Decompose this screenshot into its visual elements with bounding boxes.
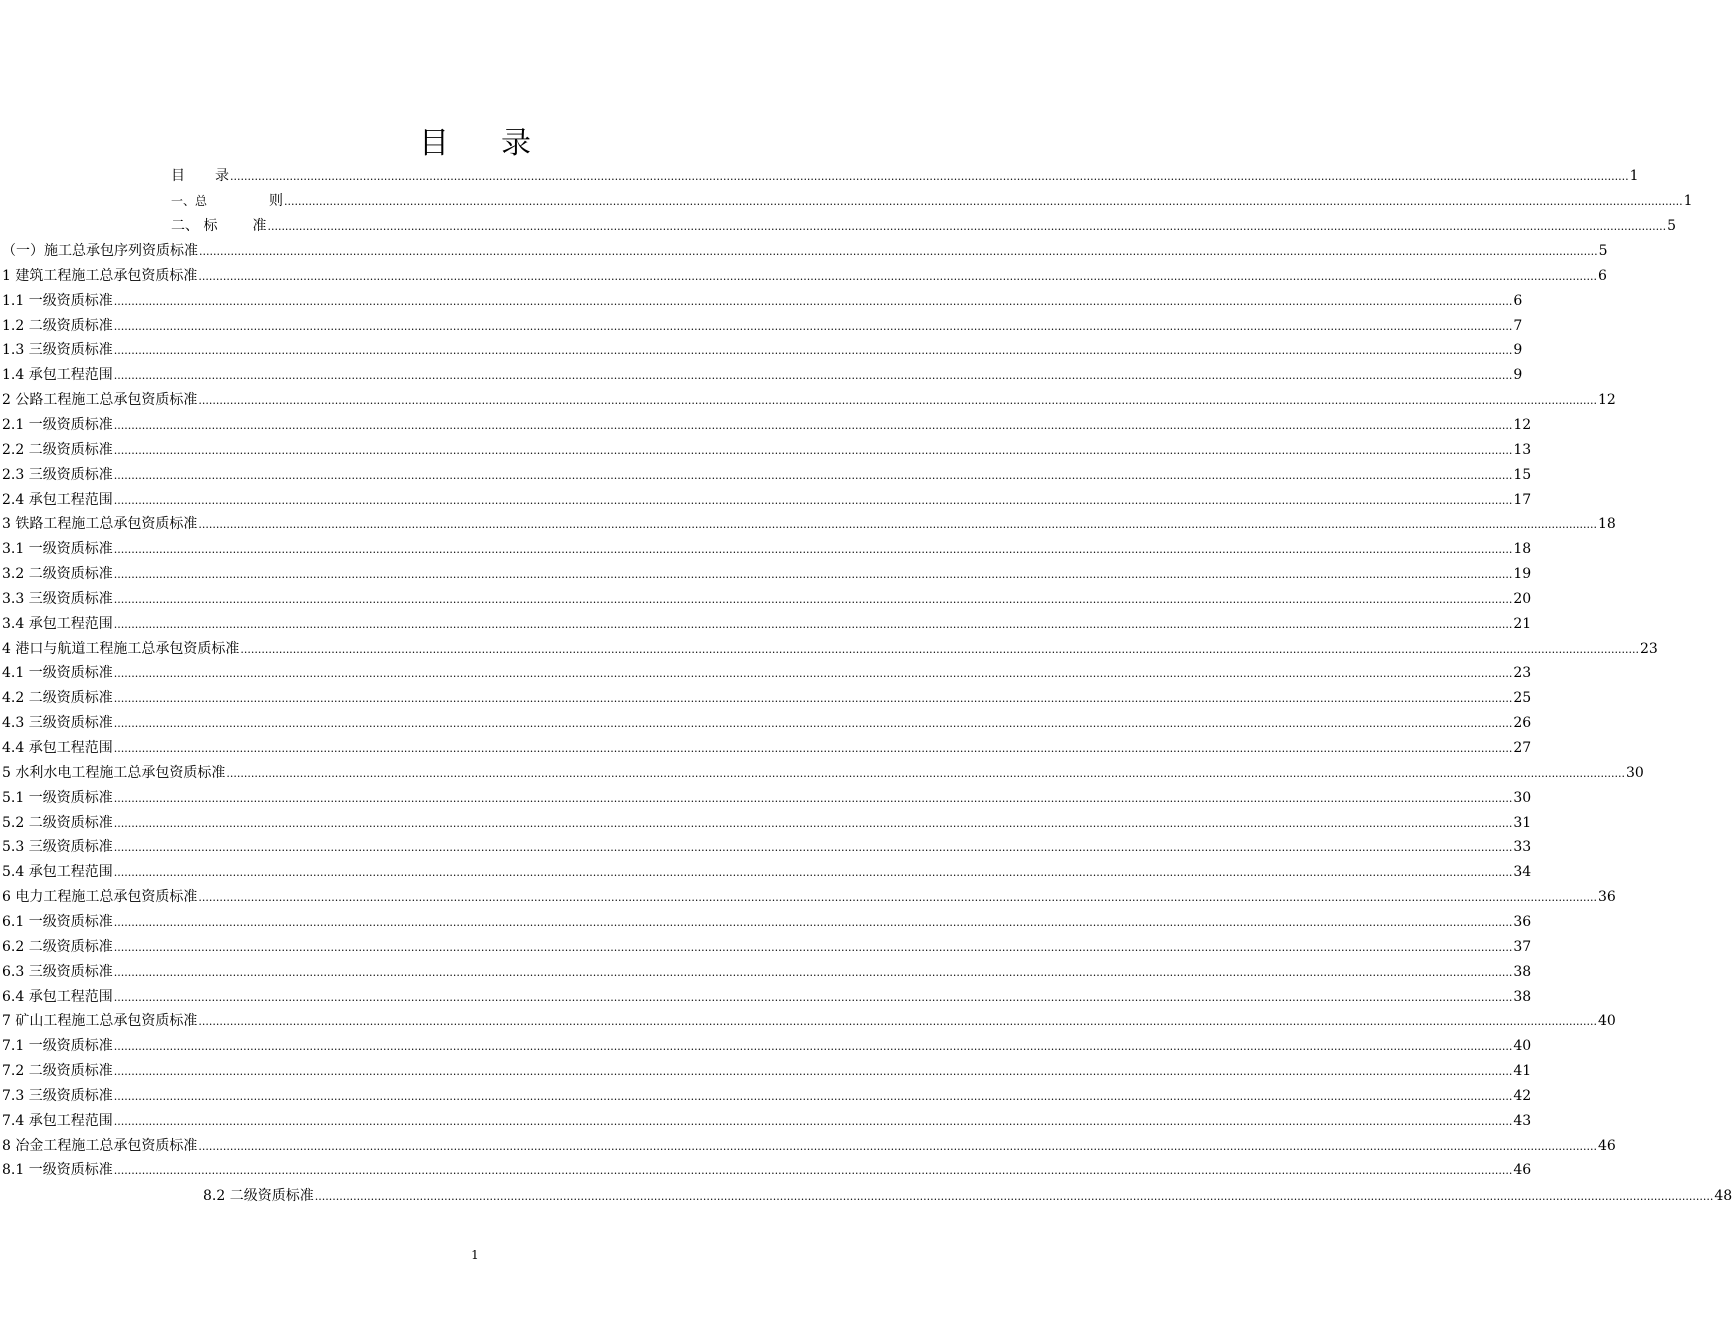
toc-label-part: 6.3 三级资质标准 bbox=[2, 964, 113, 980]
toc-label-part: 二、 标 bbox=[171, 218, 218, 234]
toc-label-part: 6.2 二级资质标准 bbox=[2, 939, 113, 955]
toc-subsection-entry[interactable] bbox=[2, 1107, 1532, 1129]
toc-entry-label bbox=[2, 914, 113, 930]
toc-entry-label bbox=[2, 492, 113, 508]
toc-leader-dots: ................................................................................................................................................................................................................................................................................................................................................................................................................ bbox=[113, 543, 1513, 556]
title-part-1: 目 bbox=[419, 126, 449, 161]
toc-leader-dots: ................................................................................................................................................................................................................................................................................................................................................................................................................ bbox=[198, 518, 1597, 531]
toc-label-part: 3.4 承包工程范围 bbox=[2, 616, 113, 632]
toc-leader-dots: ................................................................................................................................................................................................................................................................................................................................................................................................................ bbox=[113, 717, 1513, 730]
toc-label-part: 1 建筑工程施工总承包资质标准 bbox=[2, 268, 198, 284]
toc-label-part: 6.4 承包工程范围 bbox=[2, 989, 113, 1005]
toc-subsection-entry[interactable] bbox=[2, 287, 1523, 309]
toc-entry-page-number: 30 bbox=[1513, 790, 1532, 806]
toc-entry-page-number: 12 bbox=[1513, 417, 1532, 433]
toc-leader-dots: ................................................................................................................................................................................................................................................................................................................................................................................................................ bbox=[113, 916, 1513, 929]
toc-section-entry[interactable] bbox=[2, 883, 1616, 905]
page-title bbox=[0, 118, 950, 162]
toc-subsection-entry[interactable] bbox=[2, 1057, 1532, 1079]
toc-leader-dots: ................................................................................................................................................................................................................................................................................................................................................................................................................ bbox=[113, 742, 1513, 755]
toc-subsection-entry[interactable] bbox=[2, 908, 1532, 930]
toc-leader-dots: ................................................................................................................................................................................................................................................................................................................................................................................................................ bbox=[113, 369, 1513, 382]
toc-header-entry[interactable] bbox=[171, 212, 1677, 234]
toc-label-part: 3.3 三级资质标准 bbox=[2, 591, 113, 607]
toc-entry-page-number: 46 bbox=[1513, 1162, 1532, 1178]
toc-entry-label bbox=[2, 268, 197, 284]
toc-label-part: 2.4 承包工程范围 bbox=[2, 492, 113, 508]
toc-entry-label bbox=[2, 690, 113, 706]
toc-entry-label bbox=[2, 740, 113, 756]
toc-leader-dots: ................................................................................................................................................................................................................................................................................................................................................................................................................ bbox=[113, 568, 1513, 581]
toc-label-part: 6 电力工程施工总承包资质标准 bbox=[2, 889, 198, 905]
toc-section-entry[interactable] bbox=[2, 635, 1658, 657]
toc-entry-label bbox=[2, 541, 113, 557]
toc-entry-page-number: 30 bbox=[1626, 765, 1644, 781]
toc-entry-label bbox=[203, 1188, 314, 1204]
toc-leader-dots: ................................................................................................................................................................................................................................................................................................................................................................................................................ bbox=[198, 891, 1597, 904]
toc-subsection-entry[interactable] bbox=[2, 659, 1532, 681]
toc-leader-dots: ................................................................................................................................................................................................................................................................................................................................................................................................................ bbox=[284, 195, 1683, 208]
toc-entry-label bbox=[2, 765, 225, 781]
toc-leader-dots: ................................................................................................................................................................................................................................................................................................................................................................................................................ bbox=[314, 1190, 1714, 1203]
toc-subsection-entry[interactable] bbox=[2, 535, 1532, 557]
toc-entry-label bbox=[2, 243, 198, 259]
toc-subsection-entry[interactable] bbox=[2, 560, 1532, 582]
toc-entry-page-number: 17 bbox=[1513, 492, 1532, 508]
toc-entry-label bbox=[2, 566, 113, 582]
toc-entry-label bbox=[2, 790, 113, 806]
toc-subsection-entry[interactable] bbox=[2, 933, 1532, 955]
toc-entry-label bbox=[2, 367, 113, 383]
toc-entry-page-number: 9 bbox=[1513, 367, 1523, 383]
toc-leader-dots: ................................................................................................................................................................................................................................................................................................................................................................................................................ bbox=[113, 469, 1513, 482]
toc-subsection-entry[interactable] bbox=[2, 461, 1532, 483]
toc-label-part: 5.1 一级资质标准 bbox=[2, 790, 113, 806]
toc-entry-label bbox=[2, 641, 239, 657]
toc-header-entry[interactable] bbox=[171, 162, 1639, 184]
toc-label-part: 4.4 承包工程范围 bbox=[2, 740, 113, 756]
toc-entry-label bbox=[2, 417, 113, 433]
toc-entry-label bbox=[2, 1063, 113, 1079]
toc-entry-page-number: 40 bbox=[1513, 1038, 1532, 1054]
toc-leader-dots: ................................................................................................................................................................................................................................................................................................................................................................................................................ bbox=[198, 270, 1597, 283]
toc-leader-dots: ................................................................................................................................................................................................................................................................................................................................................................................................................ bbox=[113, 1115, 1513, 1128]
toc-subsection-entry[interactable] bbox=[2, 1156, 1532, 1178]
toc-label-part: 3.2 二级资质标准 bbox=[2, 566, 113, 582]
toc-section-entry[interactable] bbox=[2, 1132, 1616, 1154]
toc-section-entry[interactable] bbox=[2, 262, 1607, 284]
toc-entry-page-number: 38 bbox=[1513, 989, 1532, 1005]
toc-section-entry[interactable] bbox=[2, 759, 1644, 781]
toc-label-part: 一、总 bbox=[171, 194, 208, 208]
toc-leader-dots: ................................................................................................................................................................................................................................................................................................................................................................................................................ bbox=[113, 618, 1513, 631]
toc-label-part: 1.4 承包工程范围 bbox=[2, 367, 113, 383]
toc-label-part: 3 铁路工程施工总承包资质标准 bbox=[2, 516, 198, 532]
toc-section-entry[interactable] bbox=[2, 510, 1616, 532]
toc-leader-dots: ................................................................................................................................................................................................................................................................................................................................................................................................................ bbox=[113, 1040, 1513, 1053]
toc-label-part: 2.2 二级资质标准 bbox=[2, 442, 113, 458]
toc-entry-page-number: 36 bbox=[1598, 889, 1616, 905]
toc-entry-label bbox=[2, 815, 113, 831]
toc-entry-page-number: 46 bbox=[1598, 1138, 1616, 1154]
toc-entry-page-number: 41 bbox=[1513, 1063, 1532, 1079]
toc-subsection-entry[interactable] bbox=[2, 858, 1532, 880]
toc-leader-dots: ................................................................................................................................................................................................................................................................................................................................................................................................................ bbox=[113, 792, 1513, 805]
toc-leader-dots: ................................................................................................................................................................................................................................................................................................................................................................................................................ bbox=[198, 1015, 1597, 1028]
toc-label-part: 1.3 三级资质标准 bbox=[2, 342, 113, 358]
toc-subsection-entry[interactable] bbox=[2, 684, 1532, 706]
toc-entry-page-number: 31 bbox=[1513, 815, 1532, 831]
toc-entry-label bbox=[2, 939, 113, 955]
toc-subsection-entry[interactable] bbox=[2, 809, 1532, 831]
toc-label-part: 7.4 承包工程范围 bbox=[2, 1113, 113, 1129]
toc-leader-dots: ................................................................................................................................................................................................................................................................................................................................................................................................................ bbox=[113, 841, 1513, 854]
toc-label-part: 8.1 一级资质标准 bbox=[2, 1162, 113, 1178]
toc-entry-page-number: 18 bbox=[1513, 541, 1532, 557]
toc-subsection-entry[interactable] bbox=[2, 958, 1532, 980]
toc-entry-page-number: 48 bbox=[1714, 1188, 1732, 1204]
toc-leader-dots: ................................................................................................................................................................................................................................................................................................................................................................................................................ bbox=[113, 593, 1513, 606]
toc-label-part: 1.1 一级资质标准 bbox=[2, 293, 113, 309]
toc-leader-dots: ................................................................................................................................................................................................................................................................................................................................................................................................................ bbox=[113, 444, 1513, 457]
toc-leader-dots: ................................................................................................................................................................................................................................................................................................................................................................................................................ bbox=[113, 295, 1513, 308]
toc-label-part: 4 港口与航道工程施工总承包资质标准 bbox=[2, 641, 240, 657]
toc-entry-page-number: 34 bbox=[1513, 864, 1532, 880]
toc-subsection-entry[interactable] bbox=[203, 1182, 1732, 1204]
toc-subsection-entry[interactable] bbox=[2, 411, 1532, 433]
toc-label-part: 4.1 一级资质标准 bbox=[2, 665, 113, 681]
toc-subsection-entry[interactable] bbox=[2, 585, 1532, 607]
toc-entry-label bbox=[2, 616, 113, 632]
toc-entry-label bbox=[2, 1038, 113, 1054]
toc-leader-dots: ................................................................................................................................................................................................................................................................................................................................................................................................................ bbox=[113, 1065, 1513, 1078]
toc-label-part: 7.2 二级资质标准 bbox=[2, 1063, 113, 1079]
toc-entry-page-number: 37 bbox=[1513, 939, 1532, 955]
toc-label-part: 录 bbox=[215, 168, 229, 184]
toc-entry-page-number: 20 bbox=[1513, 591, 1532, 607]
toc-subsection-entry[interactable] bbox=[2, 833, 1532, 855]
toc-entry-label bbox=[2, 665, 113, 681]
toc-entry-label bbox=[171, 218, 266, 234]
toc-leader-dots: ................................................................................................................................................................................................................................................................................................................................................................................................................ bbox=[113, 966, 1513, 979]
toc-label-part: 8 冶金工程施工总承包资质标准 bbox=[2, 1138, 198, 1154]
toc-label-part: 6.1 一级资质标准 bbox=[2, 914, 113, 930]
toc-label-part: 5 水利水电工程施工总承包资质标准 bbox=[2, 765, 226, 781]
toc-leader-dots: ................................................................................................................................................................................................................................................................................................................................................................................................................ bbox=[113, 1090, 1513, 1103]
toc-label-part: 2.3 三级资质标准 bbox=[2, 467, 113, 483]
toc-entry-page-number: 27 bbox=[1513, 740, 1532, 756]
toc-leader-dots: ................................................................................................................................................................................................................................................................................................................................................................................................................ bbox=[113, 991, 1513, 1004]
toc-entry-page-number: 26 bbox=[1513, 715, 1532, 731]
toc-subsection-entry[interactable] bbox=[2, 486, 1532, 508]
toc-entry-page-number: 7 bbox=[1513, 318, 1523, 334]
toc-entry-page-number: 6 bbox=[1598, 268, 1607, 284]
toc-label-part: 4.3 三级资质标准 bbox=[2, 715, 113, 731]
toc-entry-label bbox=[2, 1088, 113, 1104]
toc-entry-page-number: 23 bbox=[1513, 665, 1532, 681]
toc-entry-label bbox=[2, 715, 113, 731]
toc-label-part: 2.1 一级资质标准 bbox=[2, 417, 113, 433]
toc-label-part: 2 公路工程施工总承包资质标准 bbox=[2, 392, 198, 408]
toc-subsection-entry[interactable] bbox=[2, 336, 1523, 358]
toc-entry-label bbox=[2, 392, 197, 408]
toc-entry-label bbox=[2, 342, 113, 358]
title-part-2: 录 bbox=[501, 126, 531, 161]
toc-label-part: 7.1 一级资质标准 bbox=[2, 1038, 113, 1054]
toc-entry-page-number: 1 bbox=[1629, 168, 1639, 184]
toc-leader-dots: ................................................................................................................................................................................................................................................................................................................................................................................................................ bbox=[113, 692, 1513, 705]
toc-subsection-entry[interactable] bbox=[2, 1082, 1532, 1104]
toc-leader-dots: ................................................................................................................................................................................................................................................................................................................................................................................................................ bbox=[113, 1164, 1513, 1177]
toc-entry-page-number: 42 bbox=[1513, 1088, 1532, 1104]
toc-leader-dots: ................................................................................................................................................................................................................................................................................................................................................................................................................ bbox=[199, 245, 1598, 258]
toc-label-part: 准 bbox=[252, 218, 267, 234]
toc-entry-label bbox=[2, 1113, 113, 1129]
toc-entry-label bbox=[2, 467, 113, 483]
toc-entry-page-number: 15 bbox=[1513, 467, 1532, 483]
toc-section-entry[interactable] bbox=[2, 386, 1616, 408]
toc-entry-page-number: 13 bbox=[1513, 442, 1532, 458]
toc-leader-dots: ................................................................................................................................................................................................................................................................................................................................................................................................................ bbox=[113, 941, 1513, 954]
toc-entry-label bbox=[2, 964, 113, 980]
toc-leader-dots: ................................................................................................................................................................................................................................................................................................................................................................................................................ bbox=[113, 494, 1513, 507]
toc-subsection-entry[interactable] bbox=[2, 709, 1532, 731]
toc-subsection-entry[interactable] bbox=[2, 1032, 1532, 1054]
toc-entry-page-number: 33 bbox=[1513, 839, 1532, 855]
toc-leader-dots: ................................................................................................................................................................................................................................................................................................................................................................................................................ bbox=[198, 394, 1597, 407]
toc-entry-label bbox=[2, 1138, 197, 1154]
toc-header-entry[interactable] bbox=[171, 187, 1693, 209]
toc-leader-dots: ................................................................................................................................................................................................................................................................................................................................................................................................................ bbox=[230, 170, 1629, 183]
toc-entry-label bbox=[2, 839, 113, 855]
toc-entry-label bbox=[2, 1013, 197, 1029]
toc-entry-page-number: 9 bbox=[1513, 342, 1523, 358]
toc-subsection-entry[interactable] bbox=[2, 784, 1532, 806]
toc-label-part: 1.2 二级资质标准 bbox=[2, 318, 113, 334]
toc-entry-page-number: 1 bbox=[1683, 193, 1693, 209]
toc-entry-label bbox=[2, 591, 113, 607]
toc-entry-page-number: 5 bbox=[1598, 243, 1608, 259]
toc-entry-label bbox=[2, 293, 113, 309]
toc-entry-page-number: 38 bbox=[1513, 964, 1532, 980]
toc-entry-page-number: 19 bbox=[1513, 566, 1532, 582]
toc-label-part: 7 矿山工程施工总承包资质标准 bbox=[2, 1013, 198, 1029]
toc-leader-dots: ................................................................................................................................................................................................................................................................................................................................................................................................................ bbox=[113, 344, 1513, 357]
toc-label-part: 目 bbox=[171, 168, 185, 184]
toc-leader-dots: ................................................................................................................................................................................................................................................................................................................................................................................................................ bbox=[113, 320, 1513, 333]
toc-label-part: 5.3 三级资质标准 bbox=[2, 839, 113, 855]
toc-entry-label bbox=[2, 1162, 113, 1178]
toc-entry-label bbox=[2, 864, 113, 880]
toc-entry-page-number: 25 bbox=[1513, 690, 1532, 706]
toc-entry-label bbox=[2, 318, 113, 334]
toc-entry-label bbox=[171, 168, 229, 184]
toc-entry-page-number: 43 bbox=[1513, 1113, 1532, 1129]
toc-entry-label bbox=[2, 516, 197, 532]
toc-entry-label bbox=[2, 889, 197, 905]
toc-entry-label bbox=[2, 442, 113, 458]
toc-leader-dots: ................................................................................................................................................................................................................................................................................................................................................................................................................ bbox=[226, 767, 1625, 780]
toc-entry-page-number: 40 bbox=[1598, 1013, 1616, 1029]
toc-subsection-entry[interactable] bbox=[2, 983, 1532, 1005]
toc-subsection-entry[interactable] bbox=[2, 734, 1532, 756]
toc-section-entry[interactable] bbox=[2, 237, 1608, 259]
toc-leader-dots: ................................................................................................................................................................................................................................................................................................................................................................................................................ bbox=[113, 667, 1513, 680]
toc-leader-dots: ................................................................................................................................................................................................................................................................................................................................................................................................................ bbox=[240, 643, 1639, 656]
toc-section-entry[interactable] bbox=[2, 1007, 1616, 1029]
toc-subsection-entry[interactable] bbox=[2, 312, 1523, 334]
toc-entry-page-number: 36 bbox=[1513, 914, 1532, 930]
toc-leader-dots: ................................................................................................................................................................................................................................................................................................................................................................................................................ bbox=[198, 1140, 1597, 1153]
toc-entry-label bbox=[2, 989, 113, 1005]
toc-label-part: 则 bbox=[269, 193, 284, 209]
toc-subsection-entry[interactable] bbox=[2, 436, 1532, 458]
toc-label-part: 7.3 三级资质标准 bbox=[2, 1088, 113, 1104]
toc-entry-page-number: 23 bbox=[1640, 641, 1658, 657]
toc-label-part: 3.1 一级资质标准 bbox=[2, 541, 113, 557]
page-footer-number: 1 bbox=[471, 1248, 479, 1262]
toc-label-part: 5.2 二级资质标准 bbox=[2, 815, 113, 831]
toc-leader-dots: ................................................................................................................................................................................................................................................................................................................................................................................................................ bbox=[113, 866, 1513, 879]
toc-label-part: 4.2 二级资质标准 bbox=[2, 690, 113, 706]
toc-leader-dots: ................................................................................................................................................................................................................................................................................................................................................................................................................ bbox=[113, 817, 1513, 830]
toc-entry-page-number: 21 bbox=[1513, 616, 1532, 632]
toc-entry-page-number: 18 bbox=[1598, 516, 1616, 532]
toc-entry-page-number: 5 bbox=[1667, 218, 1677, 234]
toc-subsection-entry[interactable] bbox=[2, 361, 1523, 383]
toc-entry-label bbox=[171, 193, 283, 209]
toc-leader-dots: ................................................................................................................................................................................................................................................................................................................................................................................................................ bbox=[113, 419, 1513, 432]
toc-leader-dots: ................................................................................................................................................................................................................................................................................................................................................................................................................ bbox=[267, 220, 1667, 233]
toc-label-part: （一）施工总承包序列资质标准 bbox=[2, 243, 198, 259]
toc-label-part: 5.4 承包工程范围 bbox=[2, 864, 113, 880]
toc-entry-page-number: 12 bbox=[1598, 392, 1616, 408]
toc-subsection-entry[interactable] bbox=[2, 610, 1532, 632]
toc-label-part: 8.2 二级资质标准 bbox=[203, 1188, 314, 1204]
toc-entry-page-number: 6 bbox=[1513, 293, 1523, 309]
